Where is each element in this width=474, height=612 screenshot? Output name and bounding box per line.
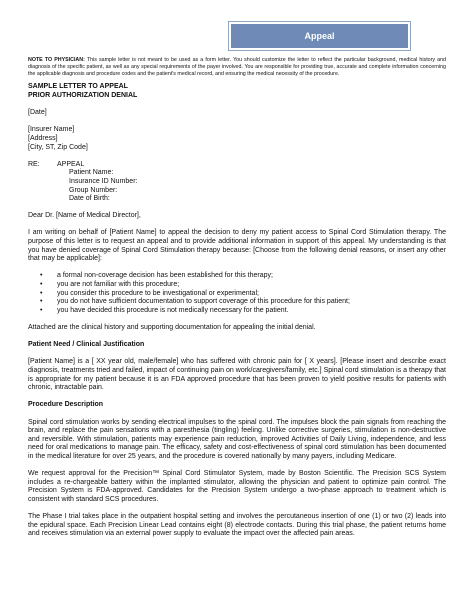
spacer — [28, 101, 446, 110]
spacer — [28, 462, 446, 471]
denial-reasons-list — [28, 272, 446, 315]
appeal-banner-fill — [231, 24, 408, 48]
spacer — [28, 152, 446, 161]
patient-need-heading: Patient Need / Clinical Justification — [28, 341, 145, 349]
re-date-of-birth: Date of Birth: — [69, 195, 110, 203]
re-insurance-id: Insurance ID Number: — [69, 177, 138, 185]
letter-title-line-2: PRIOR AUTHORIZATION DENIAL — [28, 91, 138, 99]
insurer-address-block — [28, 126, 446, 152]
date-placeholder: [Date] — [28, 109, 47, 117]
spacer — [28, 315, 446, 324]
appeal-banner — [228, 21, 411, 51]
letter-body — [28, 57, 446, 539]
physician-note — [28, 57, 446, 77]
attached-paragraph: Attached are the clinical history and supporting documentation for appealing the initial denial. — [28, 324, 316, 332]
spacer — [28, 350, 446, 359]
bullet-icon: • — [40, 306, 43, 314]
re-label: RE: — [28, 160, 40, 168]
spacer — [28, 264, 446, 273]
re-lines — [57, 161, 137, 204]
list-item-text: you have decided this procedure is not medically necessary for the patient. — [57, 306, 289, 314]
re-patient-name: Patient Name: — [69, 169, 114, 177]
spacer — [28, 333, 446, 342]
patient-need-paragraph: [Patient Name] is a [ XX year old, male/female] who has suffered with chronic pain for [ X years]. [Please insert and describe exact diagnosis, treatments tried and failed, impact of continuing pain on work/caregivers/family, etc.] Spinal cord stimulation is a therapy that is appropriate for my patient because it is an FDA approved procedure that has been proven to yield positive results for patients with chronic, intractable pain. — [28, 358, 446, 392]
spacer — [28, 393, 446, 402]
list-item — [40, 307, 446, 316]
list-item-text: you consider this procedure to be investigational or experimental; — [57, 289, 259, 297]
spacer — [28, 221, 446, 230]
list-item-text: a formal non-coverage decision has been established for this therapy; — [57, 272, 273, 280]
list-item-text: you are not familiar with this procedure; — [57, 281, 180, 289]
procedure-heading: Procedure Description — [28, 401, 104, 409]
letter-title-line-1: SAMPLE LETTER TO APPEAL — [28, 83, 128, 91]
intro-paragraph: I am writing on behalf of [Patient Name] to appeal the decision to deny my patient access to Spinal Cord Stimulation therapy. The purpose of this letter is to request an appeal and to provide additional information in support of this appeal. My understanding is that you have denied coverage of Spinal Cord Stimulation therapy because: [Choose from the following denial reasons, or insert any other that may be applicable]: — [28, 229, 446, 263]
insurer-name: [Insurer Name] — [28, 126, 75, 134]
bullet-icon: • — [40, 272, 43, 280]
physician-note-lead: NOTE TO PHYSICIAN: — [28, 57, 85, 63]
list-item — [40, 298, 446, 307]
list-item — [40, 281, 446, 290]
list-item-text: you do not have sufficient documentation to support coverage of this procedure for this patient; — [57, 298, 350, 306]
physician-note-text: This sample letter is not meant to be used as a form letter. You should customize the letter to reflect the particular background, medical history and diagnosis of the specific patient, as well as any special requirements of the payer involved. You are responsible for providing true, accurate and complete information concerning the applicable diagnosis and procedure codes and the patient's medical record, and ensuring the medical necessity of the procedure. — [28, 57, 446, 77]
re-heading: APPEAL — [57, 160, 85, 168]
re-group-number: Group Number: — [69, 186, 118, 194]
procedure-paragraph-1: Spinal cord stimulation works by sending electrical impulses to the spinal cord. The impulses block the pain signals from reaching the brain, and replace the pain sensations with a paresthesia (tingling) feeling. Unlike corrective surgeries, stimulation is non-destructive and reversible. With stimulation, patients may experience pain reduction, improved Activities of Daily Living, independence, and less need for oral medications to manage pain. The efficacy, safety and cost-effectiveness of spinal cord stimulation has been documented in the medical literature for over 25 years, and the procedure is covered nationally by many payers, including Medicare. — [28, 418, 446, 460]
insurer-city: [City, ST, Zip Code] — [28, 143, 88, 151]
letter-title — [28, 83, 446, 100]
spacer — [28, 204, 446, 213]
list-item — [40, 272, 446, 281]
re-block — [28, 161, 446, 204]
bullet-icon: • — [40, 298, 43, 306]
bullet-icon: • — [40, 281, 43, 289]
appeal-banner-label: Appeal — [304, 31, 335, 41]
procedure-paragraph-2: We request approval for the Precision™ Spinal Cord Stimulator System, made by Boston Scientific. The Precision SCS System includes a re-chargeable battery within the implanted stimulator, allowing the physician and patient to optimize pain control. The Precision System is FDA-approved. Candidates for the Precision System undergo a two-phase approach to treatment which is consistent with standard SCS procedures. — [28, 470, 446, 503]
procedure-paragraph-3: The Phase I trial takes place in the outpatient hospital setting and involves the percutaneous insertion of one (1) or two (2) leads into the epidural space. Each Precision Linear Lead contains eight (8) electrode contacts. During this trial phase, the patient returns home and receives stimulation via an external power supply to evaluate the impact over the affected pain areas. — [28, 513, 446, 538]
bullet-icon: • — [40, 289, 43, 297]
spacer — [28, 504, 446, 513]
spacer — [28, 410, 446, 419]
insurer-address: [Address] — [28, 134, 58, 142]
salutation: Dear Dr. [Name of Medical Director], — [28, 212, 141, 220]
list-item — [40, 290, 446, 299]
spacer — [28, 118, 446, 127]
